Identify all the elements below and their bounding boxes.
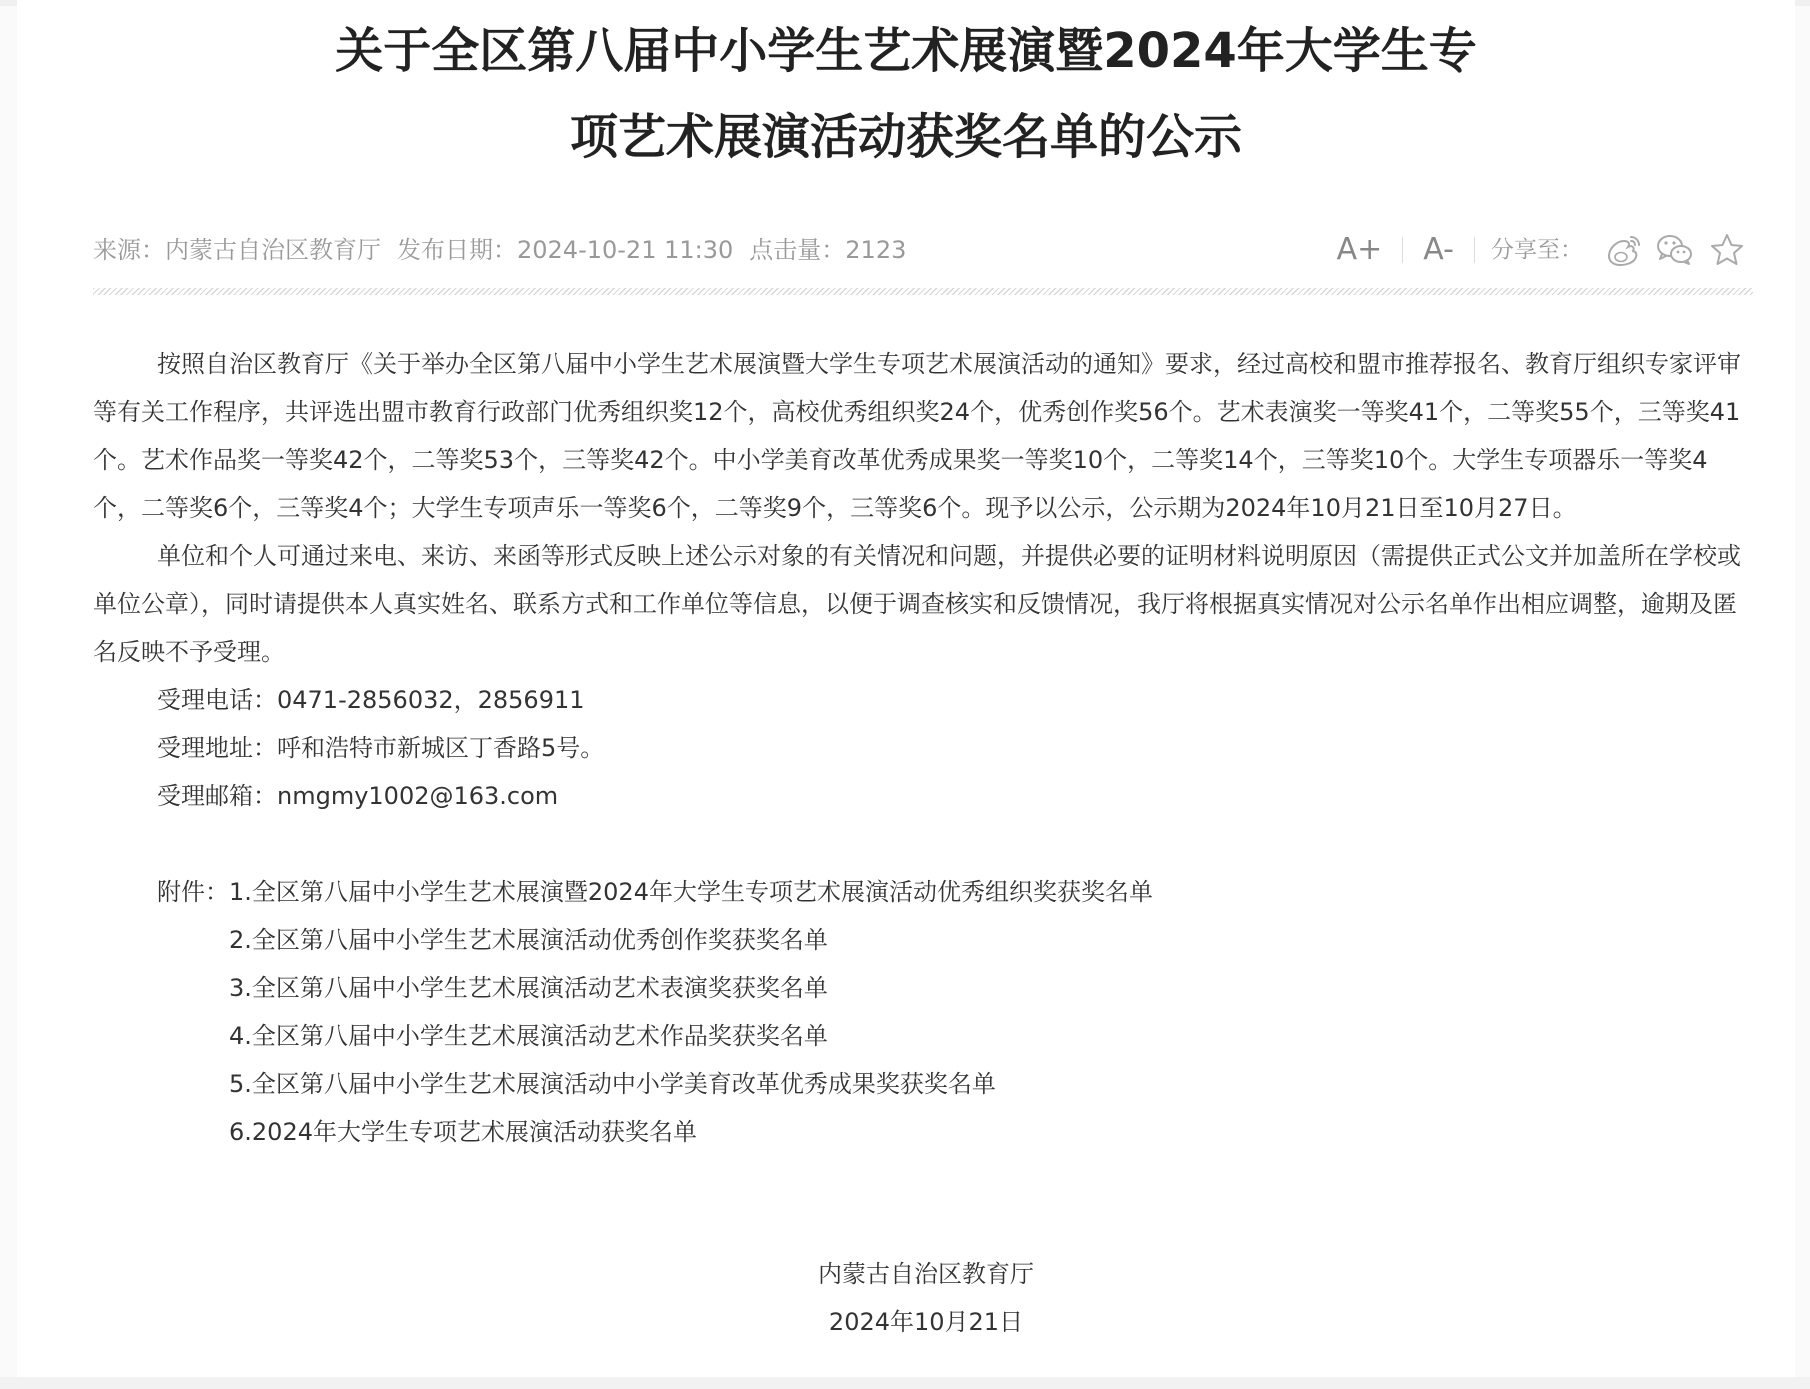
attachment-link[interactable]: 1.全区第八届中小学生艺术展演暨2024年大学生专项艺术展演活动优秀组织奖获奖名单 (229, 878, 1153, 906)
weibo-icon[interactable] (1603, 232, 1643, 268)
contact-phone: 受理电话：0471-2856032，2856911 (157, 686, 585, 714)
toolbar-divider (1402, 237, 1403, 263)
article-title (17, 8, 1795, 180)
contact-email: 受理邮箱：nmgmy1002@163.com (157, 782, 559, 810)
attachment-link[interactable]: 5.全区第八届中小学生艺术展演活动中小学美育改革优秀成果奖获奖名单 (229, 1070, 996, 1098)
toolbar-divider (1474, 237, 1475, 263)
meta-divider (93, 288, 1753, 295)
signature-org: 内蒙古自治区教育厅 (818, 1260, 1034, 1288)
font-decrease-button[interactable]: A- (1423, 232, 1454, 267)
attachment-link[interactable]: 3.全区第八届中小学生艺术展演活动艺术表演奖获奖名单 (229, 974, 828, 1002)
source-text: 来源：内蒙古自治区教育厅 (93, 236, 381, 264)
article-toolbar (1325, 232, 1753, 268)
article-body (93, 340, 1753, 1156)
star-icon[interactable] (1707, 232, 1747, 268)
attachment-link[interactable]: 2.全区第八届中小学生艺术展演活动优秀创作奖获奖名单 (229, 926, 828, 954)
body-paragraph: 按照自治区教育厅《关于举办全区第八届中小学生艺术展演暨大学生专项艺术展演活动的通知》要求，经过高校和盟市推荐报名、教育厅组织专家评审等有关工作程序，共评选出盟市教育行政部门优秀组织奖12个，高校优秀组织奖24个，优秀创作奖56个。艺术表演奖一等奖41个，二等奖55个，三等奖41个。艺术作品奖一等奖42个，二等奖53个，三等奖42个。中小学美育改革优秀成果奖一等奖10个，二等奖14个，三等奖10个。大学生专项器乐一等奖4个，二等奖6个，三等奖4个；大学生专项声乐一等奖6个，二等奖9个，三等奖6个。现予以公示，公示期为2024年10月21日至10月27日。 (93, 350, 1741, 522)
attachment-label: 附件： (157, 878, 229, 906)
wechat-icon[interactable] (1655, 232, 1695, 268)
article-panel (17, 0, 1795, 1377)
publish-date: 发布日期：2024-10-21 11:30 (397, 236, 734, 264)
signature-date: 2024年10月21日 (828, 1308, 1024, 1336)
attachment-link[interactable]: 4.全区第八届中小学生艺术展演活动艺术作品奖获奖名单 (229, 1022, 828, 1050)
body-paragraph: 单位和个人可通过来电、来访、来函等形式反映上述公示对象的有关情况和问题，并提供必要的证明材料说明原因（需提供正式公文并加盖所在学校或单位公章），同时请提供本人真实姓名、联系方式和工作单位等信息，以便于调查核实和反馈情况，我厅将根据真实情况对公示名单作出相应调整，逾期及匿名反映不予受理。 (93, 542, 1741, 666)
attachment-link[interactable]: 6.2024年大学生专项艺术展演活动获奖名单 (229, 1118, 697, 1146)
article-meta (93, 232, 1753, 268)
contact-address: 受理地址：呼和浩特市新城区丁香路5号。 (157, 734, 605, 762)
attachment-item (93, 868, 1753, 916)
page-bottom-edge (0, 1377, 1810, 1389)
share-label: 分享至： (1491, 237, 1583, 263)
title-line-2: 项艺术展演活动获奖名单的公示 (569, 109, 1242, 165)
title-line-1: 关于全区第八届中小学生艺术展演暨2024年大学生专 (335, 23, 1477, 79)
click-count: 点击量：2123 (749, 236, 907, 264)
font-increase-button[interactable]: A+ (1336, 232, 1383, 267)
